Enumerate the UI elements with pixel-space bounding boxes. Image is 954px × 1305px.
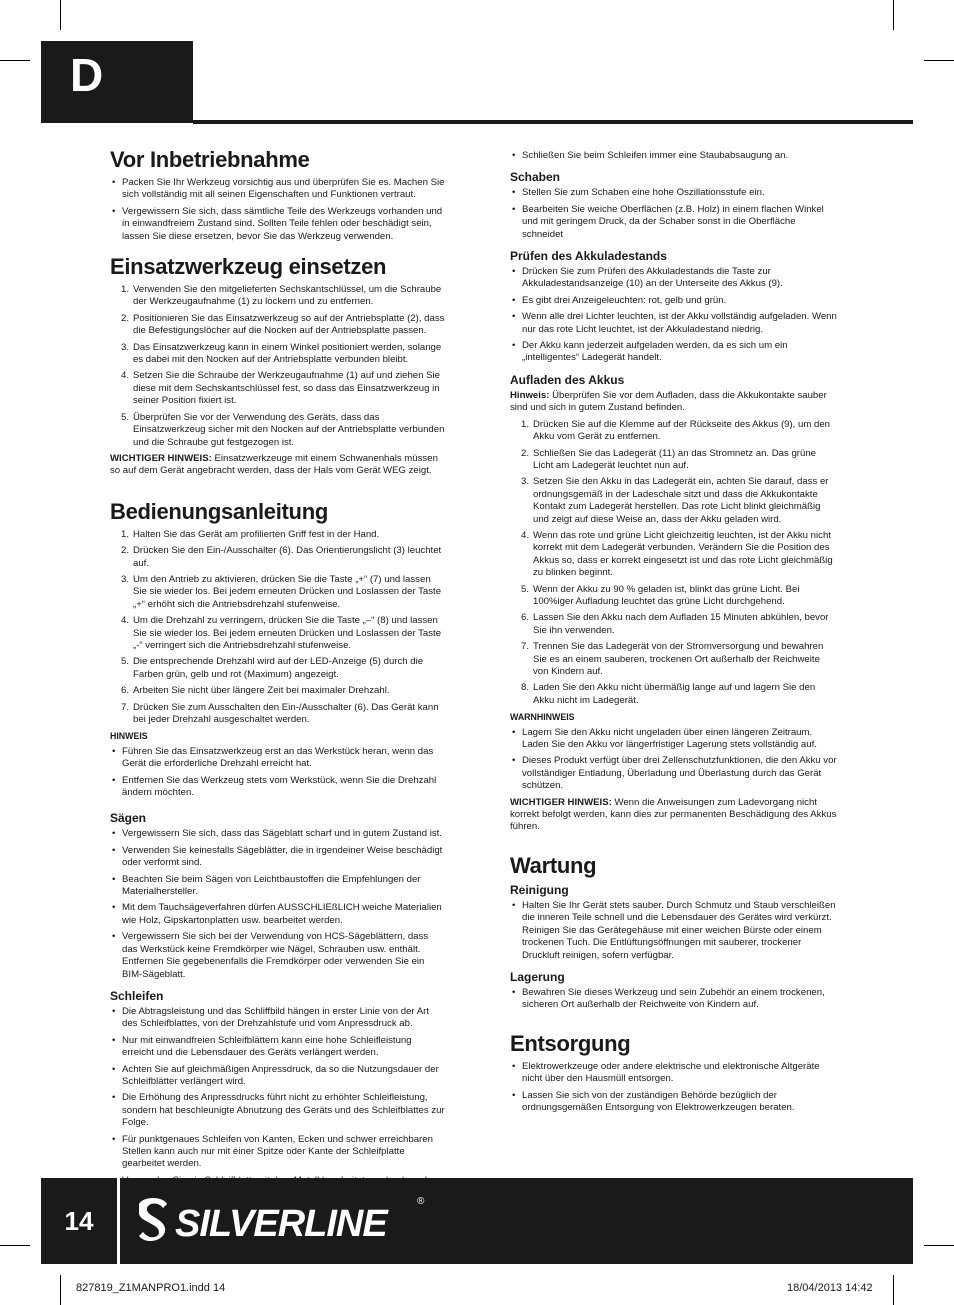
list-item: 4. Um die Drehzahl zu verringern, drücken Sie die Taste „–“ (8) und lassen Sie sie wieder los. Bei jedem erneuten Drücken und Loslassen der Taste „-“ verringert sich die Antriebsdrehzahl stufenweise. xyxy=(121,615,442,651)
list-item: • Für punktgenaues Schleifen von Kanten, Ecken und schwer erreichbaren Stellen kann auch nur mit einer Spitze oder Kante der Schleifplatte gearbeitet werden. xyxy=(110,1134,446,1171)
section-saegen xyxy=(110,811,446,980)
subsection-title: Reinigung xyxy=(510,882,569,897)
list-item: 3. Setzen Sie den Akku in das Ladegerät ein, achten Sie darauf, dass er ordnungsgemäß in der Ladeschale sitzt und dass die Akkukontakte Kontakt zum Ladegerät herstellen. Das rote Licht blinkt gleichmäßig und zeigt auf diese Weise an, dass der Akku geladen wird. xyxy=(521,476,829,525)
bullet-list xyxy=(510,150,838,162)
list-item: 7. Drücken Sie zum Ausschalten den Ein-/Ausschalter (6). Das Gerät kann bei jeder Drehzahl ausgeschaltet werden. xyxy=(121,701,439,725)
list-item: • Elektrowerkzeuge oder andere elektrische und elektronische Altgeräte nicht über den Hausmüll entsorgen. xyxy=(510,1061,838,1086)
list-item: 2. Positionieren Sie das Einsatzwerkzeug so auf der Antriebsplatte (2), dass die Befestigungslöcher auf die Nocken auf der Antriebsplatte passen. xyxy=(121,312,445,337)
numbered-list xyxy=(110,284,446,449)
important-note: WICHTIGER HINWEIS: Einsatzwerkzeuge mit einem Schwanenhals müssen so auf dem Gerät angebracht werden, dass der Hals vom Gerät WEG zeigt. xyxy=(110,452,438,477)
list-item: 4. Wenn das rote und grüne Licht gleichzeitig leuchten, ist der Akku nicht korrekt mit dem Ladegerät verbunden. Verändern Sie die Position des Akkus so, dass er korrekt eingesetzt ist und das rote Licht gleichmäßig zu blinken beginnt. xyxy=(521,529,833,579)
crop-mark xyxy=(0,60,30,61)
crop-mark xyxy=(893,1275,894,1305)
crop-mark xyxy=(0,1245,30,1246)
section-title: Entsorgung xyxy=(510,1030,631,1056)
list-item: • Drücken Sie zum Prüfen des Akkuladestands die Taste zur Akkuladestandsanzeige (10) an der Unterseite des Akkus (9). xyxy=(510,266,838,291)
list-item: 6. Lassen Sie den Akku nach dem Aufladen 15 Minuten abkühlen, bevor Sie ihn verwenden. xyxy=(521,612,829,636)
list-item: • Halten Sie Ihr Gerät stets sauber. Durch Schmutz und Staub verschleißen die inneren Teile schnell und die Lebensdauer des Gerätes wird verkürzt. Reinigen Sie das Gerätegehäuse mit einer weichen Bürste oder einem trockenen Tuch. Die Entlüftungsöffnungen mit sauberer, trockener Druckluft reinigen, sofern verfügbar. xyxy=(510,900,838,962)
list-item: • Schließen Sie beim Schleifen immer eine Staubabsaugung an. xyxy=(510,150,838,162)
list-item: • Lassen Sie sich von der zuständigen Behörde bezüglich der ordnungsgemäßen Entsorgung von Elektrowerkzeugen beraten. xyxy=(510,1090,838,1115)
list-item: • Lagern Sie den Akku nicht ungeladen über einen längeren Zeitraum. Laden Sie den Akku vor längerfristiger Lagerung stets vollständig auf. xyxy=(510,727,838,752)
file-slug: 827819_Z1MANPRO1.indd 14 xyxy=(76,1282,226,1294)
hint-text: Hinweis: Überprüfen Sie vor dem Aufladen, dass die Akkukontakte sauber sind und sich in gutem Zustand befinden. xyxy=(510,389,827,414)
registered-mark: ® xyxy=(417,1196,425,1207)
list-item: 5. Wenn der Akku zu 90 % geladen ist, blinkt das grüne Licht. Bei 100%iger Aufladung leuchtet das grüne Licht durchgehend. xyxy=(521,583,800,607)
numbered-list xyxy=(110,529,446,727)
bullet-list xyxy=(510,187,838,241)
silverline-logo xyxy=(133,1186,433,1252)
bullet-list xyxy=(110,746,446,800)
section-title: Vor Inbetriebnahme xyxy=(110,147,310,172)
list-item: • Wenn alle drei Lichter leuchten, ist der Akku vollständig aufgeladen. Wenn nur das rote Licht leuchtet, ist der Akkuladestand niedrig. xyxy=(510,311,838,336)
subsection-title: Schaben xyxy=(510,170,561,185)
numbered-list xyxy=(510,419,838,708)
list-item: • Stellen Sie zum Schaben eine hohe Oszillationsstufe ein. xyxy=(510,187,838,199)
list-item: 5. Die entsprechende Drehzahl wird auf der LED-Anzeige (5) durch die Farben grün, gelb und rot (Maximum) angezeigt. xyxy=(121,656,424,680)
crop-mark xyxy=(60,0,61,30)
list-item: 4. Setzen Sie die Schraube der Werkzeugaufnahme (1) auf und ziehen Sie diese mit dem Sechskantschlüssel fest, so dass das Einsatzwerkzeug in seiner Position fixiert ist. xyxy=(121,370,441,407)
section-bedienungsanleitung xyxy=(110,500,446,800)
warnhinweis-label: WARNHINWEIS xyxy=(510,712,575,723)
right-column xyxy=(510,150,838,1118)
crop-mark xyxy=(924,1245,954,1246)
section-vor-inbetriebnahme xyxy=(110,148,446,243)
language-tab xyxy=(41,41,193,123)
list-item: • Es gibt drei Anzeigeleuchten: rot, gelb und grün. xyxy=(510,295,838,307)
bullet-list xyxy=(510,266,838,365)
page-number: 14 xyxy=(64,1206,94,1236)
section-schleifen xyxy=(110,989,446,1200)
subsection-title: Lagerung xyxy=(510,969,565,984)
subsection-title: Sägen xyxy=(110,811,147,826)
list-item: • Die Abtragsleistung und das Schliffbild hängen in erster Linie von der Art des Schleifblattes, von der Drehzahlstufe und vom Anpressdruck ab. xyxy=(110,1006,446,1031)
list-item: • Packen Sie Ihr Werkzeug vorsichtig aus und überprüfen Sie es. Machen Sie sich vollständig mit all seinen Eigenschaften und Funktionen vertraut. xyxy=(110,177,446,202)
left-column xyxy=(110,148,446,1204)
section-wartung xyxy=(510,854,838,1012)
list-item: 6. Arbeiten Sie nicht über längere Zeit bei maximaler Drehzahl. xyxy=(121,685,390,697)
list-item: 8. Laden Sie den Akku nicht übermäßig lange auf und lagern Sie den Akku nicht im Ladegerät. xyxy=(521,682,816,706)
bullet-list xyxy=(510,727,838,793)
important-note: WICHTIGER HINWEIS: Wenn die Anweisungen zum Ladevorgang nicht korrekt befolgt werden, kann dies zur permanenten Beschädigung des Akkus führen. xyxy=(510,796,837,833)
bullet-list xyxy=(110,1006,446,1200)
section-aufladen xyxy=(510,373,838,834)
subsection-title: Schleifen xyxy=(110,988,164,1003)
list-item: 3. Um den Antrieb zu aktivieren, drücken Sie die Taste „+“ (7) und lassen Sie sie wieder los. Bei jedem erneuten Drücken und Loslassen der Taste „+“ erhöht sich die Antriebsdrehzahl stufenweise. xyxy=(121,573,442,610)
list-item: • Verwenden Sie keinesfalls Sägeblätter, die in irgendeiner Weise beschädigt oder verformt sind. xyxy=(110,845,446,870)
list-item: • Achten Sie auf gleichmäßigen Anpressdruck, da so die Nutzungsdauer der Schleifblätter verlängert wird. xyxy=(110,1064,446,1089)
subsection-title: Aufladen des Akkus xyxy=(510,372,625,387)
footer-bar xyxy=(41,1178,913,1264)
section-title: Bedienungsanleitung xyxy=(110,498,328,524)
list-item: • Vergewissern Sie sich, dass das Sägeblatt scharf und in gutem Zustand ist. xyxy=(110,828,446,840)
list-item: 2. Drücken Sie den Ein-/Ausschalter (6). Das Orientierungslicht (3) leuchtet auf. xyxy=(121,545,442,569)
list-item: • Dieses Produkt verfügt über drei Zellenschutzfunktionen, die den Akku vor vollständiger Entladung, Überladung und Überlastung durch das Gerät schützen. xyxy=(510,755,838,792)
list-item: • Führen Sie das Einsatzwerkzeug erst an das Werkstück heran, wenn das Gerät die erforderliche Drehzahl erreicht hat. xyxy=(110,746,446,771)
bullet-list xyxy=(110,177,446,243)
section-title: Wartung xyxy=(510,852,597,878)
crop-mark xyxy=(924,60,954,61)
header-rule xyxy=(193,120,913,124)
section-akkuladestand xyxy=(510,249,838,365)
hinweis-label: HINWEIS xyxy=(110,731,148,742)
list-item: • Mit dem Tauchsägeverfahren dürfen AUSSCHLIEßLICH weiche Materialien wie Holz, Gipskartonplatten usw. bearbeitet werden. xyxy=(110,902,446,927)
list-item: • Bewahren Sie dieses Werkzeug und sein Zubehör an einem trockenen, sicheren Ort außerhalb der Reichweite von Kindern auf. xyxy=(510,987,838,1012)
section-einsatzwerkzeug xyxy=(110,255,446,478)
bullet-list xyxy=(510,987,838,1012)
list-item: 3. Das Einsatzwerkzeug kann in einem Winkel positioniert werden, solange es dabei mit den Nocken auf der Antriebsplatte verbunden bleibt. xyxy=(121,341,442,366)
list-item: • Vergewissern Sie sich, dass sämtliche Teile des Werkzeugs vorhanden und in einwandfreiem Zustand sind. Sollten Teile fehlen oder beschädigt sein, lassen Sie diese ersetzen, bevor Sie das Werkzeug verwenden. xyxy=(110,206,446,243)
list-item: • Entfernen Sie das Werkzeug stets vom Werkstück, wenn Sie die Drehzahl ändern möchten. xyxy=(110,775,446,800)
subsection-title: Prüfen des Akkuladestands xyxy=(510,249,667,264)
list-item: • Beachten Sie beim Sägen von Leichtbaustoffen die Empfehlungen der Materialhersteller. xyxy=(110,874,446,899)
list-item: 5. Überprüfen Sie vor der Verwendung des Geräts, dass das Einsatzwerkzeug sicher mit den Nocken auf der Antriebsplatte verbunden und die Schraube gut festgezogen ist. xyxy=(121,411,445,448)
date-slug: 18/04/2013 14:42 xyxy=(787,1282,873,1294)
footer-divider xyxy=(117,1178,120,1264)
section-entsorgung xyxy=(510,1032,838,1115)
bullet-list xyxy=(510,900,838,962)
list-item: 7. Trennen Sie das Ladegerät von der Stromversorgung und bewahren Sie es an einem sauberen, trockenen Ort außerhalb der Reichweite von Kindern auf. xyxy=(521,641,824,677)
list-item: • Bearbeiten Sie weiche Oberflächen (z.B. Holz) in einem flachen Winkel und mit geringem Druck, da der Schaber sonst in die Oberfläche schneidet xyxy=(510,204,838,241)
list-item: • Nur mit einwandfreien Schleifblättern kann eine hohe Schleifleistung erreicht und die Lebensdauer des Geräts verlängert werden. xyxy=(110,1035,446,1060)
list-item: • Die Erhöhung des Anpressdrucks führt nicht zu erhöhter Schleifleistung, sondern hat beschleunigte Abnutzung des Geräts und des Schleifblattes zur Folge. xyxy=(110,1092,446,1129)
crop-mark xyxy=(60,1275,61,1305)
bullet-list xyxy=(510,1061,838,1115)
brand-text: SILVERLINE xyxy=(175,1203,387,1245)
list-item: 1. Verwenden Sie den mitgelieferten Sechskantschlüssel, um die Schraube der Werkzeugaufnahme (1) zu lockern und zu entfernen. xyxy=(121,284,442,308)
section-schaben xyxy=(510,170,838,241)
list-item: 2. Schließen Sie das Ladegerät (11) an das Stromnetz an. Das grüne Licht am Ladegerät leuchtet nun auf. xyxy=(521,447,817,471)
section-title: Einsatzwerkzeug einsetzen xyxy=(110,254,387,280)
list-item: • Vergewissern Sie sich bei der Verwendung von HCS-Sägeblättern, dass das Werkstück keine Fremdkörper wie Nägel, Schrauben usw. enthält. Entfernen Sie gegebenenfalls die Fremdkörper oder verwenden Sie ein BIM-Sägeblatt. xyxy=(110,931,446,981)
language-letter: D xyxy=(70,49,104,101)
list-item: • Der Akku kann jederzeit aufgeladen werden, da es sich um ein „intelligentes“ Ladegerät handelt. xyxy=(510,340,838,365)
list-item: 1. Halten Sie das Gerät am profilierten Griff fest in der Hand. xyxy=(121,528,380,540)
crop-mark xyxy=(893,0,894,30)
bullet-list xyxy=(110,828,446,980)
list-item: 1. Drücken Sie auf die Klemme auf der Rückseite des Akkus (9), um den Akku vom Gerät zu entfernen. xyxy=(521,418,831,443)
